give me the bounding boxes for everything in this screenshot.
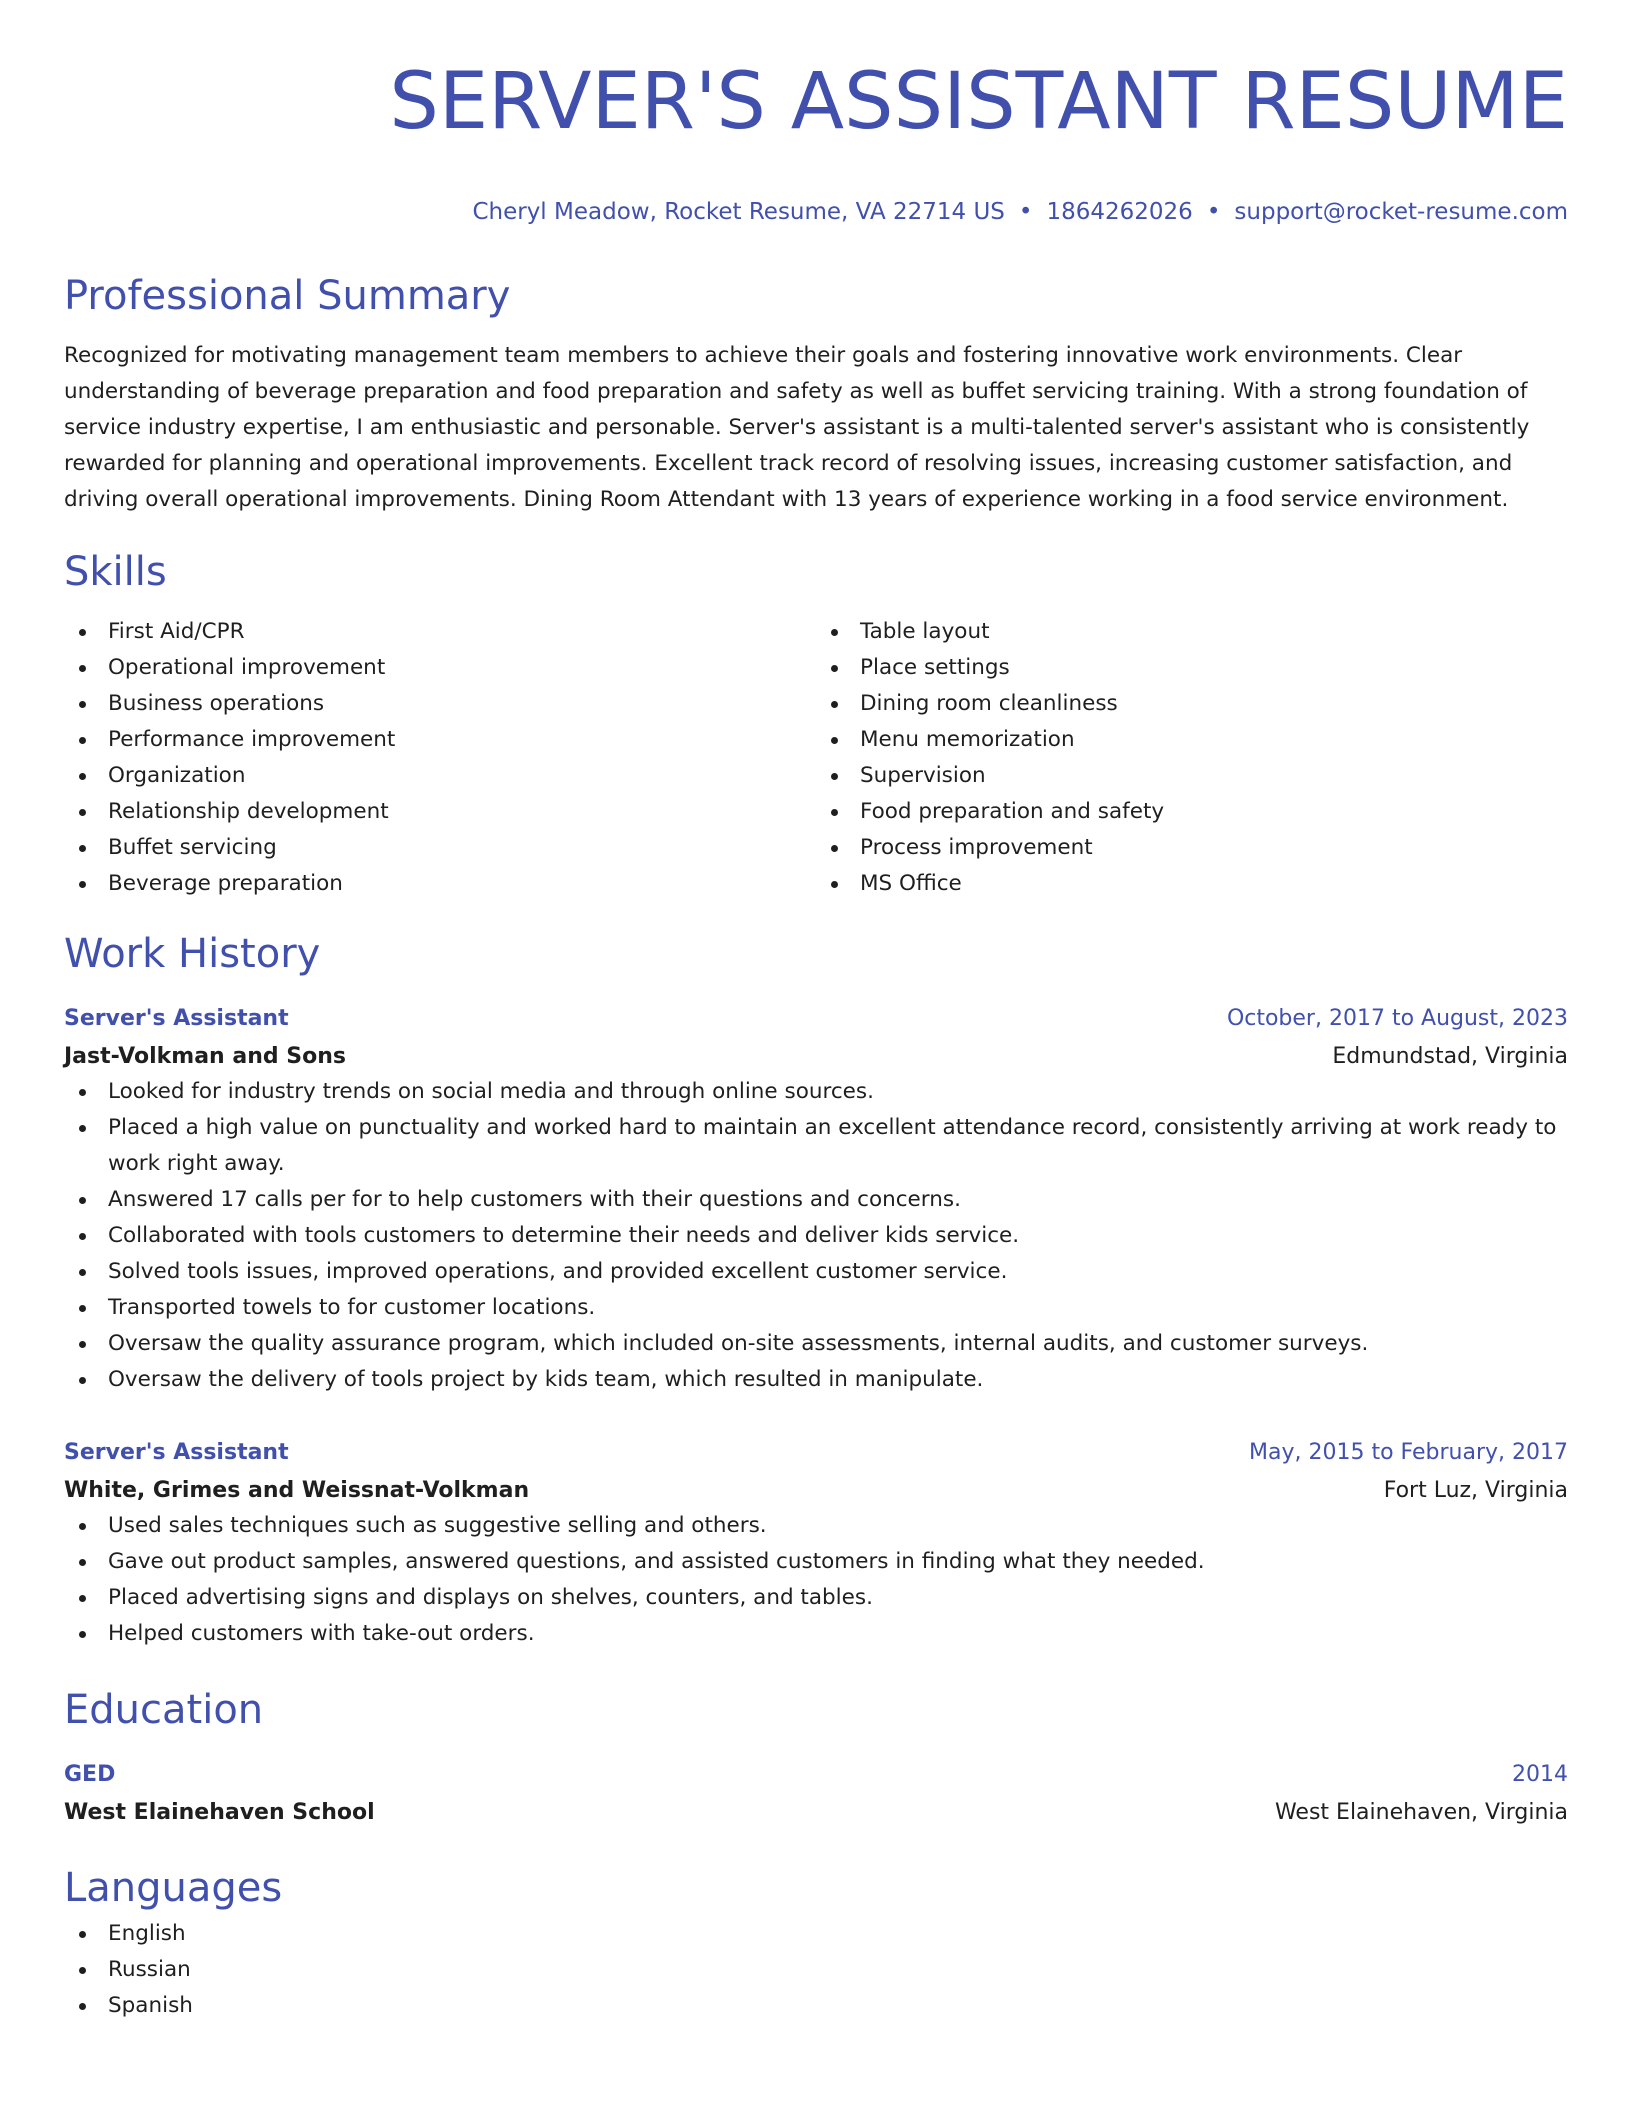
education-school-row <box>64 1796 1568 1830</box>
language-item: Russian <box>64 1952 1568 1988</box>
job-entry <box>64 1002 1568 1398</box>
job-bullet: Used sales techniques such as suggestive selling and others. <box>64 1508 1568 1544</box>
job-bullet: Answered 17 calls per for to help customers with their questions and concerns. <box>64 1182 1568 1218</box>
skill-item: First Aid/CPR <box>64 614 816 650</box>
contact-line <box>64 196 1568 228</box>
skills-column-right <box>816 614 1568 902</box>
skills-heading: Skills <box>64 549 167 595</box>
job-bullet: Solved tools issues, improved operations, and provided excellent customer service. <box>64 1254 1568 1290</box>
job-employer: White, Grimes and Weissnat-Volkman <box>64 1478 530 1503</box>
languages-list <box>64 1916 1568 2024</box>
education-school: West Elainehaven School <box>64 1800 375 1825</box>
job-entry <box>64 1436 1568 1652</box>
skill-item: Table layout <box>816 614 1568 650</box>
work-history-heading: Work History <box>64 931 321 977</box>
education-header-row <box>64 1758 1568 1792</box>
skill-item: Process improvement <box>816 830 1568 866</box>
job-location: Edmundstad, Virginia <box>1332 1044 1568 1069</box>
skill-item: Food preparation and safety <box>816 794 1568 830</box>
job-dates: May, 2015 to February, 2017 <box>1249 1440 1568 1465</box>
job-bullet: Helped customers with take-out orders. <box>64 1616 1568 1652</box>
job-bullets <box>64 1508 1568 1652</box>
skill-item: Buffet servicing <box>64 830 816 866</box>
skill-item: Operational improvement <box>64 650 816 686</box>
language-item: Spanish <box>64 1988 1568 2024</box>
job-employer-row <box>64 1040 1568 1074</box>
skill-item: Dining room cleanliness <box>816 686 1568 722</box>
job-bullet: Placed advertising signs and displays on shelves, counters, and tables. <box>64 1580 1568 1616</box>
job-bullet: Oversaw the delivery of tools project by kids team, which resulted in manipulate. <box>64 1362 1568 1398</box>
job-dates: October, 2017 to August, 2023 <box>1226 1006 1568 1031</box>
skill-item: Business operations <box>64 686 816 722</box>
skill-item: Relationship development <box>64 794 816 830</box>
job-bullet: Placed a high value on punctuality and worked hard to maintain an excellent attendance record, consistently arriving at work ready to work right away. <box>64 1110 1568 1182</box>
education-year: 2014 <box>1512 1762 1568 1787</box>
job-employer-row <box>64 1474 1568 1508</box>
language-item: English <box>64 1916 1568 1952</box>
education-entry <box>64 1758 1568 1830</box>
languages-heading: Languages <box>64 1865 283 1911</box>
job-bullet: Transported towels to for customer locations. <box>64 1290 1568 1326</box>
skill-item: Beverage preparation <box>64 866 816 902</box>
skill-item: Supervision <box>816 758 1568 794</box>
job-header-row <box>64 1002 1568 1036</box>
skill-item: Place settings <box>816 650 1568 686</box>
resume-title: SERVER'S ASSISTANT RESUME <box>389 57 1568 147</box>
contact-address: Cheryl Meadow, Rocket Resume, VA 22714 US <box>472 199 1005 225</box>
job-employer: Jast-Volkman and Sons <box>64 1044 347 1069</box>
contact-separator: • <box>1206 199 1221 225</box>
skills-grid <box>64 614 1568 902</box>
skill-item: Performance improvement <box>64 722 816 758</box>
education-heading: Education <box>64 1687 264 1733</box>
skill-item: MS Office <box>816 866 1568 902</box>
education-degree: GED <box>64 1762 116 1787</box>
job-bullet: Looked for industry trends on social media and through online sources. <box>64 1074 1568 1110</box>
job-title: Server's Assistant <box>64 1006 289 1031</box>
contact-email[interactable]: support@rocket-resume.com <box>1234 199 1568 225</box>
job-header-row <box>64 1436 1568 1470</box>
skill-item: Organization <box>64 758 816 794</box>
skill-item: Menu memorization <box>816 722 1568 758</box>
job-title: Server's Assistant <box>64 1440 289 1465</box>
job-bullets <box>64 1074 1568 1398</box>
skills-column-left <box>64 614 816 902</box>
job-location: Fort Luz, Virginia <box>1383 1478 1568 1503</box>
job-bullet: Oversaw the quality assurance program, which included on-site assessments, internal audits, and customer surveys. <box>64 1326 1568 1362</box>
contact-separator: • <box>1018 199 1033 225</box>
summary-heading: Professional Summary <box>64 273 511 319</box>
contact-phone: 1864262026 <box>1046 199 1193 225</box>
job-bullet: Collaborated with tools customers to determine their needs and deliver kids service. <box>64 1218 1568 1254</box>
job-bullet: Gave out product samples, answered questions, and assisted customers in finding what they needed. <box>64 1544 1568 1580</box>
education-location: West Elainehaven, Virginia <box>1274 1800 1568 1825</box>
summary-text: Recognized for motivating management team members to achieve their goals and fostering innovative work environments. Clear understanding of beverage preparation and food preparation and safety as well as buffet servicing training. With a strong foundation of service industry expertise, I am enthusiastic and personable. Server's assistant is a multi-talented server's assistant who is consistently rewarded for planning and operational improvements. Excellent track record of resolving issues, increasing customer satisfaction, and driving overall operational improvements. Dining Room Attendant with 13 years of experience working in a food service environment. <box>64 343 1530 512</box>
